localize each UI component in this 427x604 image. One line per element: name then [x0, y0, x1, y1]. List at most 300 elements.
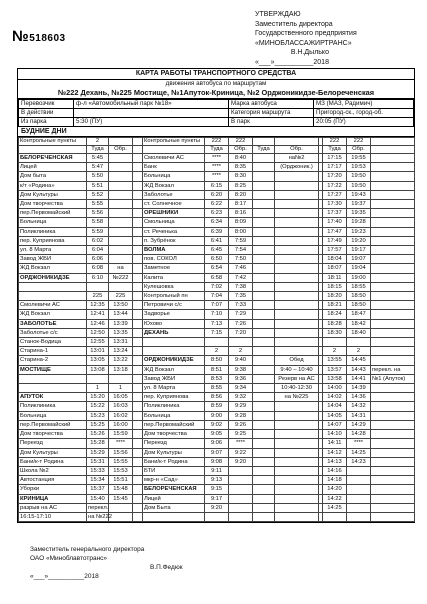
timetable-cell: пер. Куприянова: [19, 236, 87, 245]
timetable-cell: КРИНИЦА: [19, 494, 87, 503]
timetable-cell: [133, 457, 143, 466]
timetable-cell: 18:04: [323, 255, 347, 264]
timetable-row: [19, 476, 415, 485]
timetable-cell: 19:43: [347, 190, 371, 199]
timetable-cell: 15:23: [87, 411, 109, 420]
timetable-cell: ул. 8 Марта: [143, 384, 205, 393]
timetable-cell: 9:20: [205, 503, 229, 512]
timetable-cell: [253, 430, 275, 439]
timetable-cell: [133, 430, 143, 439]
timetable-cell: Старина-1: [19, 347, 87, 356]
timetable-cell: 19:07: [347, 255, 371, 264]
timetable-cell: 7:13: [205, 319, 229, 328]
timetable-cell: [133, 439, 143, 448]
timetable-cell: ОРДЖОНИКИДЗЕ: [143, 356, 205, 365]
timetable-cell: 1: [87, 384, 109, 393]
timetable-cell: Дом творчества: [143, 430, 205, 439]
footer-signer: В.П.Федюк: [150, 564, 183, 571]
timetable-cell: п. Зубрёнок: [143, 236, 205, 245]
timetable-cell: 17:27: [323, 190, 347, 199]
timetable-cell: мкр-н «Сад»: [143, 476, 205, 485]
timetable-cell: [133, 384, 143, 393]
info-cell: Категория маршрута: [229, 109, 314, 118]
info-cell: Перевозчик: [19, 100, 74, 109]
timetable-cell: 17:15: [323, 154, 347, 163]
timetable-cell: Обр.: [275, 146, 319, 154]
timetable-cell: 18:11: [323, 273, 347, 282]
timetable-cell: 7:33: [229, 301, 253, 310]
timetable-cell: [19, 384, 87, 393]
timetable-cell: ЖД Вокзал: [143, 181, 205, 190]
timetable-cell: Кулешовка: [143, 282, 205, 291]
timetable-row: [19, 292, 415, 301]
timetable-cell: 15:34: [87, 476, 109, 485]
timetable-cell: [133, 476, 143, 485]
timetable-cell: [133, 319, 143, 328]
timetable-cell: 9:40 – 10:40: [275, 365, 319, 374]
timetable-cell: 5:52: [87, 190, 109, 199]
timetable-row: [19, 319, 415, 328]
timetable-cell: 16:15-17:10: [19, 512, 87, 521]
timetable-cell: Дом творчества: [19, 430, 87, 439]
timetable-note-cell: [371, 328, 415, 337]
timetable-cell: МОСТИЩЕ: [19, 365, 87, 374]
timetable-cell: [275, 181, 319, 190]
weekdays-header: БУДНИЕ ДНИ: [18, 127, 414, 137]
timetable-cell: [253, 356, 275, 365]
timetable-cell: Туда: [205, 146, 229, 154]
timetable-cell: 15:55: [109, 457, 133, 466]
timetable-cell: АПУТОК: [19, 393, 87, 402]
timetable-cell: 6:15: [205, 181, 229, 190]
timetable-cell: 10:40-12:30: [275, 384, 319, 393]
timetable-cell: [229, 466, 253, 475]
timetable-row: [19, 172, 415, 181]
timetable-cell: 7:15: [205, 328, 229, 337]
info-row: [19, 100, 414, 109]
timetable-cell: 19:20: [347, 236, 371, 245]
timetable-note-cell: [371, 154, 415, 163]
timetable-cell: Юхово: [143, 319, 205, 328]
timetable-cell: 8:25: [229, 181, 253, 190]
timetable-cell: [253, 236, 275, 245]
timetable-cell: [253, 301, 275, 310]
timetable-cell: Поликлиника: [143, 402, 205, 411]
timetable-row: [19, 163, 415, 172]
timetable-cell: 16:02: [109, 411, 133, 420]
timetable-cell: [133, 347, 143, 356]
timetable-note-cell: [371, 190, 415, 199]
timetable-cell: 7:46: [229, 264, 253, 273]
timetable-cell: 19:17: [347, 246, 371, 255]
timetable-cell: 14:28: [347, 430, 371, 439]
timetable-note-cell: [371, 292, 415, 301]
timetable-cell: 9:26: [229, 420, 253, 429]
info-cell: [74, 109, 229, 118]
timetable-cell: Дом творчества: [19, 200, 87, 209]
timetable-cell: [229, 494, 253, 503]
timetable-cell: [133, 420, 143, 429]
timetable-cell: Резерв на АС: [275, 374, 319, 383]
timetable-cell: 14:11: [323, 439, 347, 448]
timetable-note-cell: [371, 466, 415, 475]
timetable-cell: 9:29: [229, 402, 253, 411]
timetable-head-row: [19, 146, 415, 154]
timetable-note-cell: [371, 172, 415, 181]
timetable-cell: 13:50: [109, 301, 133, 310]
timetable-cell: БЕЛОРЕЧЕНСКАЯ: [19, 154, 87, 163]
timetable-cell: 6:06: [87, 255, 109, 264]
card-info-table: [18, 99, 414, 127]
timetable-row: [19, 384, 415, 393]
timetable-cell: 9:34: [229, 384, 253, 393]
footer-line2: ОАО «Миноблавтотранс»: [30, 555, 108, 562]
timetable-cell: [347, 466, 371, 475]
approval-line3: «МИНОБЛАССАЖИРТРАНС»: [255, 39, 352, 47]
timetable-note-cell: [371, 264, 415, 273]
timetable-cell: 16:05: [109, 393, 133, 402]
timetable-cell: [253, 154, 275, 163]
timetable-cell: [275, 448, 319, 457]
timetable-cell: 8:55: [205, 384, 229, 393]
timetable-cell: Петровичи с/с: [143, 301, 205, 310]
timetable-cell: 6:04: [87, 246, 109, 255]
timetable-cell: 7:26: [229, 319, 253, 328]
timetable-cell: 9:11: [205, 466, 229, 475]
timetable-cell: [133, 485, 143, 494]
timetable-cell: 17:37: [323, 209, 347, 218]
doc-number-prefix: №: [12, 28, 30, 45]
timetable-cell: [275, 255, 319, 264]
timetable-note-cell: [371, 356, 415, 365]
timetable-note-cell: [371, 282, 415, 291]
timetable-cell: 5:51: [87, 181, 109, 190]
timetable-cell: Заболотье с/с: [19, 328, 87, 337]
timetable-cell: [205, 338, 229, 347]
timetable-cell: [275, 273, 319, 282]
timetable-cell: Старина-2: [19, 356, 87, 365]
timetable-cell: 7:20: [229, 328, 253, 337]
timetable-cell: ЖД Вокзал: [19, 264, 87, 273]
timetable-cell: 12:41: [87, 310, 109, 319]
timetable-cell: ****: [347, 439, 371, 448]
timetable-cell: ****: [205, 163, 229, 172]
timetable-cell: Обр.: [347, 146, 371, 154]
timetable-cell: 13:01: [87, 347, 109, 356]
timetable-cell: 15:40: [87, 494, 109, 503]
timetable-row: [19, 218, 415, 227]
timetable-cell: 2: [229, 347, 253, 356]
timetable-cell: ст. Реченька: [143, 227, 205, 236]
timetable-cell: Обед: [275, 356, 319, 365]
timetable-cell: [253, 374, 275, 383]
timetable-cell: 6:54: [205, 264, 229, 273]
timetable-cell: Дом Культуры: [143, 448, 205, 457]
timetable-cell: Поликлиника: [19, 402, 87, 411]
timetable-row: [19, 439, 415, 448]
timetable-cell: [133, 328, 143, 337]
timetable-cell: на №225: [275, 393, 319, 402]
info-cell: Из парка: [19, 118, 74, 127]
timetable-row: [19, 503, 415, 512]
timetable-row: [19, 494, 415, 503]
timetable-row: [19, 402, 415, 411]
timetable-cell: Станок-Водица: [19, 338, 87, 347]
timetable-cell: [133, 402, 143, 411]
timetable-note-cell: [371, 430, 415, 439]
timetable-cell: 5:45: [87, 154, 109, 163]
timetable-cell: [133, 181, 143, 190]
timetable-cell: 19:00: [347, 273, 371, 282]
timetable-cell: 15:48: [109, 485, 133, 494]
timetable-cell: [253, 439, 275, 448]
timetable-cell: 9:20: [229, 457, 253, 466]
timetable-cell: 2: [205, 347, 229, 356]
timetable-cell: [109, 163, 133, 172]
timetable-note-cell: [371, 420, 415, 429]
timetable-cell: [253, 411, 275, 420]
timetable-cell: Переезд: [19, 439, 87, 448]
timetable-note-cell: [371, 476, 415, 485]
timetable-cell: Дом быта: [19, 172, 87, 181]
timetable-cell: [133, 365, 143, 374]
timetable-cell: [253, 190, 275, 199]
approval-title: УТВЕРЖДАЮ: [255, 11, 301, 18]
timetable-cell: 13:58: [323, 374, 347, 383]
timetable-cell: [347, 494, 371, 503]
timetable-cell: [133, 163, 143, 172]
timetable-cell: [253, 476, 275, 485]
info-row: [19, 109, 414, 118]
timetable-note-cell: [371, 181, 415, 190]
timetable-cell: 8:00: [229, 227, 253, 236]
timetable-cell: 222: [323, 138, 347, 146]
timetable-cell: [275, 503, 319, 512]
timetable-cell: [133, 190, 143, 199]
timetable-row: [19, 181, 415, 190]
timetable-cell: 14:12: [323, 448, 347, 457]
timetable-cell: 9:06: [205, 439, 229, 448]
timetable-cell: 14:02: [323, 393, 347, 402]
timetable-cell: 17:40: [323, 218, 347, 227]
timetable-row: [19, 264, 415, 273]
timetable-row: [19, 356, 415, 365]
timetable-note-cell: [371, 512, 415, 521]
timetable-cell: 9:40: [229, 356, 253, 365]
timetable-cell: 13:39: [109, 319, 133, 328]
timetable-cell: 13:31: [109, 338, 133, 347]
timetable: [18, 137, 415, 522]
timetable-row: [19, 310, 415, 319]
timetable-cell: 5:55: [87, 200, 109, 209]
timetable-cell: [275, 218, 319, 227]
timetable-cell: 19:50: [347, 181, 371, 190]
timetable-cell: [133, 512, 143, 521]
timetable-cell: 6:39: [205, 227, 229, 236]
timetable-cell: [275, 402, 319, 411]
timetable-cell: [253, 319, 275, 328]
timetable-cell: 6:08: [87, 264, 109, 273]
timetable-cell: ОРЕШНИКИ: [143, 209, 205, 218]
timetable-cell: [347, 485, 371, 494]
timetable-cell: [109, 227, 133, 236]
timetable-cell: [253, 227, 275, 236]
timetable-cell: 1: [109, 384, 133, 393]
timetable-cell: Лицей: [143, 494, 205, 503]
timetable-row: [19, 448, 415, 457]
footer-block: [30, 545, 183, 581]
timetable-cell: [133, 209, 143, 218]
timetable-note-cell: [371, 273, 415, 282]
timetable-cell: [253, 292, 275, 301]
timetable-cell: [133, 356, 143, 365]
timetable-cell: 8:51: [205, 365, 229, 374]
timetable-cell: [109, 218, 133, 227]
timetable-cell: 19:23: [347, 227, 371, 236]
timetable-note-cell: [371, 319, 415, 328]
timetable-cell: [253, 338, 275, 347]
timetable-cell: 5:56: [87, 209, 109, 218]
card-routes: №222 Дехань, №225 Мостище, №1Апуток-Криница, №2 Орджоникидзе-Белореченская: [18, 88, 414, 99]
timetable-note-cell: №1 (Апуток): [371, 374, 415, 383]
timetable-cell: [133, 393, 143, 402]
timetable-cell: ДЕХАНЬ: [143, 328, 205, 337]
timetable-cell: 9:02: [205, 420, 229, 429]
timetable-cell: 14:32: [347, 402, 371, 411]
timetable-row: [19, 347, 415, 356]
timetable-note-cell: [371, 236, 415, 245]
timetable-cell: 6:22: [205, 200, 229, 209]
timetable-note-cell: [371, 209, 415, 218]
timetable-cell: ****: [229, 439, 253, 448]
timetable-cell: 14:18: [323, 476, 347, 485]
timetable-cell: [133, 494, 143, 503]
timetable-cell: 17:47: [323, 227, 347, 236]
timetable-cell: [133, 227, 143, 236]
timetable-cell: пер.Первомайский: [19, 420, 87, 429]
timetable-cell: 14:20: [323, 485, 347, 494]
timetable-cell: Уборки: [19, 485, 87, 494]
timetable-cell: [229, 476, 253, 485]
timetable-cell: [275, 301, 319, 310]
timetable-cell: 9:00: [205, 411, 229, 420]
timetable-cell: [347, 338, 371, 347]
timetable-note-cell: [371, 338, 415, 347]
timetable-cell: 8:35: [229, 163, 253, 172]
timetable-cell: [253, 328, 275, 337]
timetable-cell: [253, 448, 275, 457]
timetable-cell: Дом Культуры: [19, 190, 87, 199]
timetable-cell: [133, 310, 143, 319]
timetable-cell: 18:40: [347, 328, 371, 337]
timetable-cell: 8:09: [229, 218, 253, 227]
timetable-cell: [229, 503, 253, 512]
timetable-cell: [253, 218, 275, 227]
timetable-cell: Заболотье: [143, 190, 205, 199]
timetable-cell: [323, 338, 347, 347]
timetable-cell: [253, 457, 275, 466]
timetable-cell: 15:22: [87, 402, 109, 411]
timetable-cell: 17:30: [323, 200, 347, 209]
timetable-cell: Переезд: [143, 439, 205, 448]
timetable-cell: [347, 503, 371, 512]
timetable-note-cell: [371, 310, 415, 319]
timetable-cell: 15:29: [87, 448, 109, 457]
timetable-cell: 15:26: [87, 430, 109, 439]
timetable-note-cell: [371, 439, 415, 448]
timetable-cell: 13:05: [87, 356, 109, 365]
timetable-cell: [253, 393, 275, 402]
timetable-cell: 7:59: [229, 236, 253, 245]
timetable-cell: [275, 200, 319, 209]
timetable-cell: 2: [87, 138, 109, 146]
timetable-cell: 15:56: [109, 448, 133, 457]
footer-date: «___»__________2018: [30, 573, 99, 580]
timetable-cell: 225: [87, 292, 109, 301]
timetable-row: [19, 430, 415, 439]
timetable-cell: 6:20: [205, 190, 229, 199]
timetable-cell: 19:55: [347, 154, 371, 163]
timetable-cell: 19:35: [347, 209, 371, 218]
timetable-note-cell: [371, 393, 415, 402]
timetable-row: [19, 420, 415, 429]
timetable-cell: (Орджоник.): [275, 163, 319, 172]
timetable-row: [19, 374, 415, 383]
timetable-cell: 7:07: [205, 301, 229, 310]
timetable-cell: Калита: [143, 273, 205, 282]
timetable-cell: 14:36: [347, 393, 371, 402]
timetable-cell: 222: [229, 138, 253, 146]
timetable-cell: 6:58: [205, 273, 229, 282]
timetable-cell: [275, 338, 319, 347]
timetable-cell: пер. Куприянова: [143, 393, 205, 402]
timetable-cell: 2: [323, 347, 347, 356]
timetable-cell: [19, 146, 87, 154]
timetable-cell: на: [109, 264, 133, 273]
timetable-cell: [253, 420, 275, 429]
timetable-cell: 8:40: [229, 154, 253, 163]
timetable-row: [19, 328, 415, 337]
timetable-cell: 15:53: [109, 466, 133, 475]
timetable-cell: [133, 292, 143, 301]
timetable-cell: 14:22: [323, 494, 347, 503]
approval-line2: Государственного предприятия: [255, 30, 357, 38]
timetable-cell: 12:55: [87, 338, 109, 347]
timetable-cell: 6:41: [205, 236, 229, 245]
timetable-cell: 7:50: [229, 255, 253, 264]
timetable-cell: 19:50: [347, 172, 371, 181]
timetable-cell: к/т «Родина»: [19, 181, 87, 190]
timetable-cell: Туда: [87, 146, 109, 154]
timetable-cell: [347, 476, 371, 485]
timetable-cell: Больница: [143, 172, 205, 181]
timetable-note-cell: [371, 138, 415, 146]
timetable-cell: 14:25: [323, 503, 347, 512]
timetable-cell: [275, 420, 319, 429]
timetable-cell: Лицей: [19, 163, 87, 172]
timetable-cell: 13:57: [323, 365, 347, 374]
timetable-cell: 9:08: [205, 457, 229, 466]
timetable-cell: [275, 227, 319, 236]
timetable-cell: Автостанция: [19, 476, 87, 485]
timetable-cell: [133, 200, 143, 209]
timetable-cell: 6:02: [87, 236, 109, 245]
timetable-cell: 6:50: [205, 255, 229, 264]
timetable-cell: [253, 365, 275, 374]
timetable-cell: 6:10: [87, 273, 109, 282]
timetable-head-row: [19, 138, 415, 146]
timetable-cell: 5:50: [87, 172, 109, 181]
